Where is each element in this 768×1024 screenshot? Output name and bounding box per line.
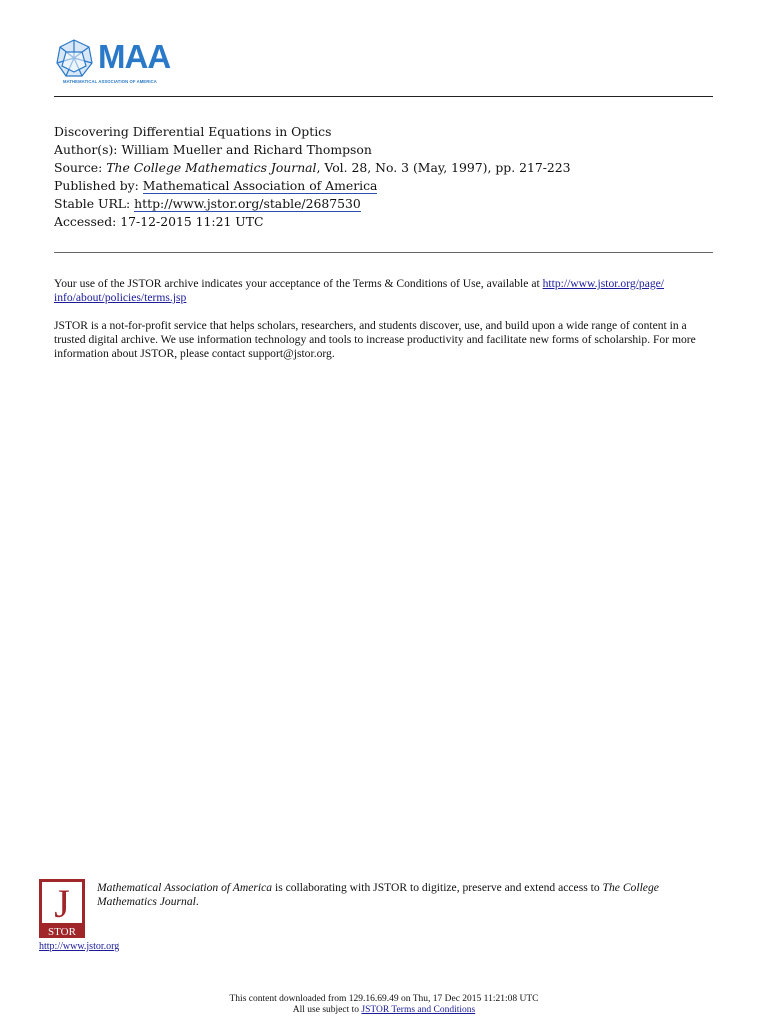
download-info: This content downloaded from 129.16.69.49 on Thu, 17 Dec 2015 11:21:08 UTC bbox=[229, 994, 539, 1004]
terms-paragraph: Your use of the JSTOR archive indicates your acceptance of the Terms & Conditions of Use, available at http://www.jstor.org/page/ info/about/policies/terms.jsp bbox=[54, 277, 664, 304]
article-authors: Author(s): William Mueller and Richard Thompson bbox=[54, 142, 372, 157]
maa-logo-text: MAA bbox=[98, 38, 171, 75]
middle-divider bbox=[54, 252, 713, 253]
collab-journal: The College Mathematics Journal bbox=[97, 881, 659, 908]
footer-terms-link[interactable]: JSTOR Terms and Conditions bbox=[361, 1005, 476, 1015]
article-accessed: Accessed: 17-12-2015 11:21 UTC bbox=[54, 214, 264, 229]
top-divider bbox=[54, 96, 713, 97]
jstor-url bbox=[39, 941, 119, 952]
terms-notice bbox=[54, 277, 714, 375]
collaboration-statement: Mathematical Association of America is collaborating with JSTOR to digitize, preserve and extend access to The College Mathematics Journal. bbox=[97, 881, 659, 908]
collab-publisher: Mathematical Association of America bbox=[97, 881, 273, 894]
terms-footer: All use subject to JSTOR Terms and Conditions bbox=[292, 1005, 476, 1015]
maa-logo-subtitle: MATHEMATICAL ASSOCIATION OF AMERICA bbox=[63, 79, 157, 84]
jstor-logo-icon bbox=[39, 879, 85, 938]
svg-text:J: J bbox=[54, 881, 70, 926]
article-metadata bbox=[54, 123, 571, 231]
terms-link[interactable]: http://www.jstor.org/page/ info/about/policies/terms.jsp bbox=[54, 277, 664, 304]
publisher-link[interactable]: Mathematical Association of America bbox=[142, 178, 378, 193]
article-title: Discovering Differential Equations in Optics bbox=[54, 124, 332, 139]
article-stable-url: Stable URL: http://www.jstor.org/stable/2687530 bbox=[54, 196, 361, 211]
jstor-logo-text: STOR bbox=[48, 926, 76, 938]
article-source: Source: The College Mathematics Journal, Vol. 28, No. 3 (May, 1997), pp. 217-223 bbox=[54, 160, 571, 175]
jstor-home-link[interactable]: http://www.jstor.org bbox=[39, 941, 120, 952]
journal-name: The College Mathematics Journal bbox=[106, 160, 317, 175]
stable-url-link[interactable]: http://www.jstor.org/stable/2687530 bbox=[134, 196, 361, 211]
article-publisher: Published by: Mathematical Association of America bbox=[54, 178, 378, 193]
about-jstor-paragraph: JSTOR is a not-for-profit service that helps scholars, researchers, and students discover, use, and build upon a wide range of content in a trusted digital archive. We use information technology and tools to increase productivity and facilitate new forms of scholarship. For more information about JSTOR, please contact support@jstor.org. bbox=[54, 319, 696, 360]
download-footer bbox=[0, 994, 768, 1016]
